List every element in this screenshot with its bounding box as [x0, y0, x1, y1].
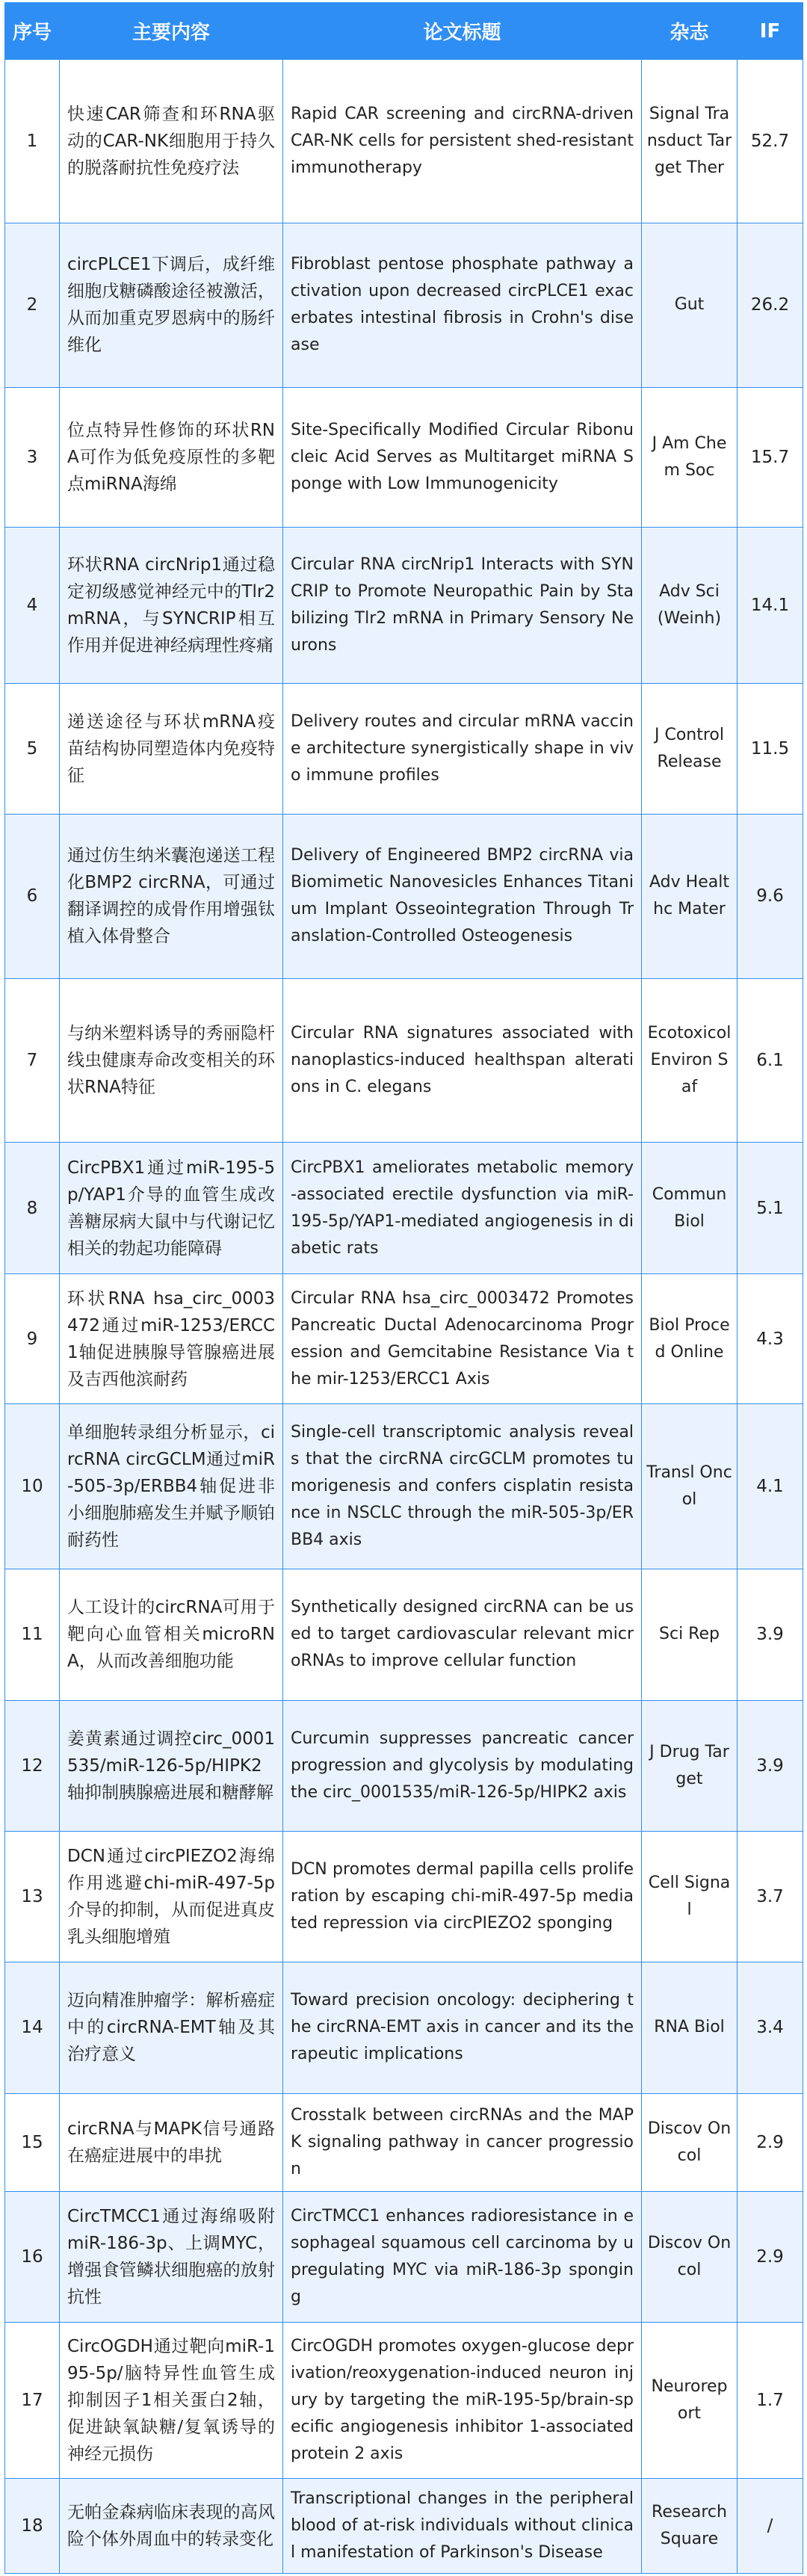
table-row — [5, 527, 803, 683]
cell-impact-factor: 26.2 — [738, 223, 803, 388]
cell-main-content: DCN通过circPIEZO2海绵作用逃避chi-miR-497-5p介导的抑制，从而促进真皮乳头细胞增殖 — [60, 1832, 283, 1962]
table-row — [5, 1569, 803, 1701]
cell-paper-title: Transcriptional changes in the peripheral blood of at-risk individuals without clinical manifestation of Parkinson's Disease — [283, 2478, 642, 2573]
cell-main-content: 环状RNA hsa_circ_0003472通过miR-1253/ERCC1轴促进胰腺导管腺癌进展及吉西他滨耐药 — [60, 1273, 283, 1403]
cell-impact-factor: 3.4 — [738, 1962, 803, 2094]
cell-journal: RNA Biol — [642, 1962, 738, 2094]
cell-impact-factor: 14.1 — [738, 527, 803, 683]
cell-main-content: CircOGDH通过靶向miR-195-5p/脑特异性血管生成抑制因子1相关蛋白2轴，促进缺氧缺糖/复氧诱导的神经元损伤 — [60, 2322, 283, 2478]
cell-journal: Research Square — [642, 2478, 738, 2573]
cell-journal: Ecotoxicol Environ Saf — [642, 978, 738, 1143]
cell-journal: J Am Chem Soc — [642, 388, 738, 527]
cell-paper-title: CircOGDH promotes oxygen-glucose deprivation/reoxygenation-induced neuron injury by targeting the miR-195-5p/brain-specific angiogenesis inhibitor 1-associated protein 2 axis — [283, 2322, 642, 2478]
table-row — [5, 2192, 803, 2322]
cell-main-content: CircPBX1通过miR-195-5p/YAP1介导的血管生成改善糖尿病大鼠中与代谢记忆相关的勃起功能障碍 — [60, 1143, 283, 1274]
cell-impact-factor: 3.9 — [738, 1700, 803, 1832]
cell-number: 18 — [5, 2478, 60, 2573]
cell-journal: J Control Release — [642, 683, 738, 815]
cell-main-content: 快速CAR筛查和环RNA驱动的CAR-NK细胞用于持久的脱落耐抗性免疫疗法 — [60, 60, 283, 223]
table-row — [5, 2094, 803, 2192]
cell-journal: Discov Oncol — [642, 2192, 738, 2322]
cell-main-content: CircTMCC1通过海绵吸附miR-186-3p、上调MYC，增强食管鳞状细胞癌的放射抗性 — [60, 2192, 283, 2322]
cell-impact-factor: 1.7 — [738, 2322, 803, 2478]
cell-journal: Biol Proced Online — [642, 1273, 738, 1403]
cell-journal: Adv Sci (Weinh) — [642, 527, 738, 683]
table-row — [5, 1143, 803, 1274]
cell-number: 15 — [5, 2094, 60, 2192]
table-row — [5, 1962, 803, 2094]
header-journal: 杂志 — [642, 3, 738, 60]
table-row — [5, 2478, 803, 2573]
cell-main-content: 通过仿生纳米囊泡递送工程化BMP2 circRNA，可通过翻译调控的成骨作用增强钛植入体骨整合 — [60, 815, 283, 979]
table-row — [5, 60, 803, 223]
cell-paper-title: Fibroblast pentose phosphate pathway activation upon decreased circPLCE1 exacerbates intestinal fibrosis in Crohn's disease — [283, 223, 642, 388]
cell-number: 4 — [5, 527, 60, 683]
cell-impact-factor: 3.7 — [738, 1832, 803, 1962]
cell-impact-factor: 9.6 — [738, 815, 803, 979]
cell-number: 3 — [5, 388, 60, 527]
table-row — [5, 978, 803, 1143]
table-row — [5, 1273, 803, 1403]
table-row — [5, 1404, 803, 1569]
cell-impact-factor: 4.1 — [738, 1404, 803, 1569]
cell-journal: Gut — [642, 223, 738, 388]
cell-paper-title: Rapid CAR screening and circRNA-driven CAR-NK cells for persistent shed-resistant immunotherapy — [283, 60, 642, 223]
cell-number: 7 — [5, 978, 60, 1143]
cell-impact-factor: 5.1 — [738, 1143, 803, 1274]
table-row — [5, 388, 803, 527]
table-row — [5, 223, 803, 388]
cell-paper-title: Crosstalk between circRNAs and the MAPK signaling pathway in cancer progression — [283, 2094, 642, 2192]
cell-impact-factor: 3.9 — [738, 1569, 803, 1701]
cell-number: 14 — [5, 1962, 60, 2094]
cell-main-content: 姜黄素通过调控circ_0001535/miR-126-5p/HIPK2轴抑制胰腺癌进展和糖酵解 — [60, 1700, 283, 1832]
cell-paper-title: Delivery of Engineered BMP2 circRNA via Biomimetic Nanovesicles Enhances Titanium Implant Osseointegration Through Translation-Controlled Osteogenesis — [283, 815, 642, 979]
cell-main-content: circPLCE1下调后，成纤维细胞戊糖磷酸途径被激活，从而加重克罗恩病中的肠纤维化 — [60, 223, 283, 388]
cell-paper-title: Toward precision oncology: deciphering the circRNA-EMT axis in cancer and its therapeutic implications — [283, 1962, 642, 2094]
cell-main-content: 人工设计的circRNA可用于靶向心血管相关microRNA，从而改善细胞功能 — [60, 1569, 283, 1701]
cell-number: 9 — [5, 1273, 60, 1403]
table-row — [5, 1832, 803, 1962]
cell-impact-factor: 6.1 — [738, 978, 803, 1143]
cell-number: 11 — [5, 1569, 60, 1701]
cell-main-content: 与纳米塑料诱导的秀丽隐杆线虫健康寿命改变相关的环状RNA特征 — [60, 978, 283, 1143]
table-row — [5, 2322, 803, 2478]
cell-main-content: circRNA与MAPK信号通路在癌症进展中的串扰 — [60, 2094, 283, 2192]
cell-paper-title: Site-Specifically Modified Circular Ribonucleic Acid Serves as Multitarget miRNA Sponge with Low Immunogenicity — [283, 388, 642, 527]
cell-paper-title: Delivery routes and circular mRNA vaccine architecture synergistically shape in vivo immune profiles — [283, 683, 642, 815]
cell-journal: J Drug Target — [642, 1700, 738, 1832]
cell-journal: Signal Transduct Target Ther — [642, 60, 738, 223]
cell-impact-factor: 15.7 — [738, 388, 803, 527]
cell-paper-title: Single-cell transcriptomic analysis reveals that the circRNA circGCLM promotes tumorigenesis and confers cisplatin resistance in NSCLC through the miR-505-3p/ERBB4 axis — [283, 1404, 642, 1569]
cell-journal: Transl Oncol — [642, 1404, 738, 1569]
header-num: 序号 — [5, 3, 60, 60]
cell-paper-title: Curcumin suppresses pancreatic cancer progression and glycolysis by modulating the circ_0001535/miR-126-5p/HIPK2 axis — [283, 1700, 642, 1832]
cell-number: 17 — [5, 2322, 60, 2478]
cell-impact-factor: 52.7 — [738, 60, 803, 223]
cell-main-content: 单细胞转录组分析显示，circRNA circGCLM通过miR-505-3p/ERBB4轴促进非小细胞肺癌发生并赋予顺铂耐药性 — [60, 1404, 283, 1569]
cell-number: 13 — [5, 1832, 60, 1962]
cell-paper-title: Synthetically designed circRNA can be used to target cardiovascular relevant microRNAs to improve cellular function — [283, 1569, 642, 1701]
header-title: 论文标题 — [283, 3, 642, 60]
table-row — [5, 1700, 803, 1832]
table-body — [5, 60, 803, 2574]
header-content: 主要内容 — [60, 3, 283, 60]
table-row — [5, 815, 803, 979]
cell-main-content: 无帕金森病临床表现的高风险个体外周血中的转录变化 — [60, 2478, 283, 2573]
cell-number: 16 — [5, 2192, 60, 2322]
cell-paper-title: CircPBX1 ameliorates metabolic memory-associated erectile dysfunction via miR-195-5p/YAP1-mediated angiogenesis in diabetic rats — [283, 1143, 642, 1274]
cell-impact-factor: 4.3 — [738, 1273, 803, 1403]
header-if: IF — [738, 3, 803, 60]
cell-impact-factor: 2.9 — [738, 2192, 803, 2322]
table-header-row — [5, 3, 803, 60]
cell-journal: Neuroreport — [642, 2322, 738, 2478]
cell-journal: Cell Signal — [642, 1832, 738, 1962]
cell-paper-title: Circular RNA circNrip1 Interacts with SYNCRIP to Promote Neuropathic Pain by Stabilizing Tlr2 mRNA in Primary Sensory Neurons — [283, 527, 642, 683]
cell-journal: Commun Biol — [642, 1143, 738, 1274]
cell-number: 2 — [5, 223, 60, 388]
cell-journal: Discov Oncol — [642, 2094, 738, 2192]
cell-impact-factor: / — [738, 2478, 803, 2573]
cell-paper-title: CircTMCC1 enhances radioresistance in esophageal squamous cell carcinoma by upregulating MYC via miR-186-3p sponging — [283, 2192, 642, 2322]
cell-number: 8 — [5, 1143, 60, 1274]
cell-number: 5 — [5, 683, 60, 815]
cell-main-content: 迈向精准肿瘤学：解析癌症中的circRNA-EMT轴及其治疗意义 — [60, 1962, 283, 2094]
papers-table — [4, 2, 803, 2574]
cell-number: 6 — [5, 815, 60, 979]
cell-impact-factor: 11.5 — [738, 683, 803, 815]
cell-paper-title: Circular RNA signatures associated with nanoplastics-induced healthspan alterations in C. elegans — [283, 978, 642, 1143]
cell-number: 1 — [5, 60, 60, 223]
cell-number: 12 — [5, 1700, 60, 1832]
cell-journal: Sci Rep — [642, 1569, 738, 1701]
cell-main-content: 环状RNA circNrip1通过稳定初级感觉神经元中的Tlr2 mRNA，与SYNCRIP相互作用并促进神经病理性疼痛 — [60, 527, 283, 683]
cell-paper-title: DCN promotes dermal papilla cells proliferation by escaping chi-miR-497-5p mediated repression via circPIEZO2 sponging — [283, 1832, 642, 1962]
cell-number: 10 — [5, 1404, 60, 1569]
cell-main-content: 位点特异性修饰的环状RNA可作为低免疫原性的多靶点miRNA海绵 — [60, 388, 283, 527]
cell-journal: Adv Healthc Mater — [642, 815, 738, 979]
cell-main-content: 递送途径与环状mRNA疫苗结构协同塑造体内免疫特征 — [60, 683, 283, 815]
table-row — [5, 683, 803, 815]
cell-paper-title: Circular RNA hsa_circ_0003472 Promotes Pancreatic Ductal Adenocarcinoma Progression and Gemcitabine Resistance Via the mir-1253/ERCC1 Axis — [283, 1273, 642, 1403]
cell-impact-factor: 2.9 — [738, 2094, 803, 2192]
